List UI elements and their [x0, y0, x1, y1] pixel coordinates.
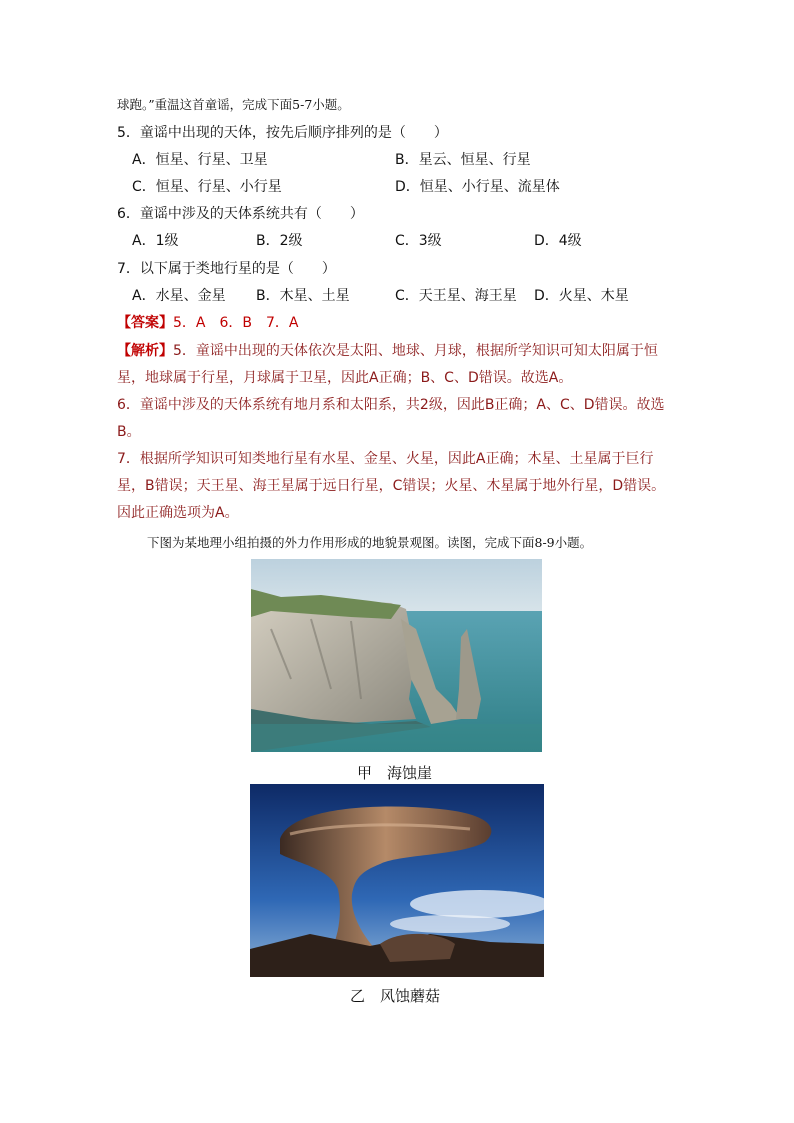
explanation-tag: 【解析】	[117, 343, 173, 359]
answer-text: 5．A 6．B 7．A	[173, 315, 299, 331]
question-6-option-a: A．1级	[132, 233, 179, 249]
question-7-option-d: D．火星、木星	[534, 288, 629, 304]
answer-tag: 【答案】	[117, 315, 173, 331]
intro-text-figure: 下图为某地理小组拍摄的外力作用形成的地貌景观图。读图，完成下面8-9小题。	[147, 535, 593, 550]
question-7-option-c: C．天王星、海王星	[395, 288, 517, 304]
question-7-stem: 7．以下属于类地行星的是（ ）	[117, 261, 336, 277]
sea-cliff-photo	[251, 559, 542, 752]
question-5-option-b: B．星云、恒星、行星	[395, 152, 531, 168]
explanation-5	[117, 338, 677, 392]
question-6-option-d: D．4级	[534, 233, 582, 249]
answer-line	[117, 313, 298, 333]
question-5-option-d: D．恒星、小行星、流星体	[395, 179, 560, 195]
question-5-option-c: C．恒星、行星、小行星	[132, 179, 282, 195]
question-7-option-b: B．木星、土星	[256, 288, 350, 304]
question-5-stem: 5．童谣中出现的天体，按先后顺序排列的是（ ）	[117, 125, 448, 141]
intro-text-top: 球跑。”重温这首童谣，完成下面5-7小题。	[117, 97, 350, 112]
explanation-6: 6．童谣中涉及的天体系统有地月系和太阳系，共2级，因此B正确；A、C、D错误。故选B。	[117, 397, 665, 440]
figure-caption-sea-cliff: 甲 海蚀崖	[357, 764, 433, 782]
question-6-stem: 6．童谣中涉及的天体系统共有（ ）	[117, 206, 364, 222]
explanation-5-text: 5．童谣中出现的天体依次是太阳、地球、月球，根据所学知识可知太阳属于恒星，地球属于行星，月球属于卫星，因此A正确；B、C、D错误。故选A。	[117, 343, 658, 386]
question-5-option-a: A．恒星、行星、卫星	[132, 152, 268, 168]
figure-caption-mushroom-rock: 乙 风蚀蘑菇	[350, 987, 441, 1005]
question-7-option-a: A．水星、金星	[132, 288, 226, 304]
question-6-option-b: B．2级	[256, 233, 303, 249]
question-6-option-c: C．3级	[395, 233, 442, 249]
mushroom-rock-photo	[250, 784, 544, 977]
explanation-7: 7．根据所学知识可知类地行星有水星、金星、火星，因此A正确；木星、土星属于巨行星，B错误；天王星、海王星属于远日行星，C错误；火星、木星属于地外行星，D错误。因此正确选项为A。	[117, 451, 666, 521]
